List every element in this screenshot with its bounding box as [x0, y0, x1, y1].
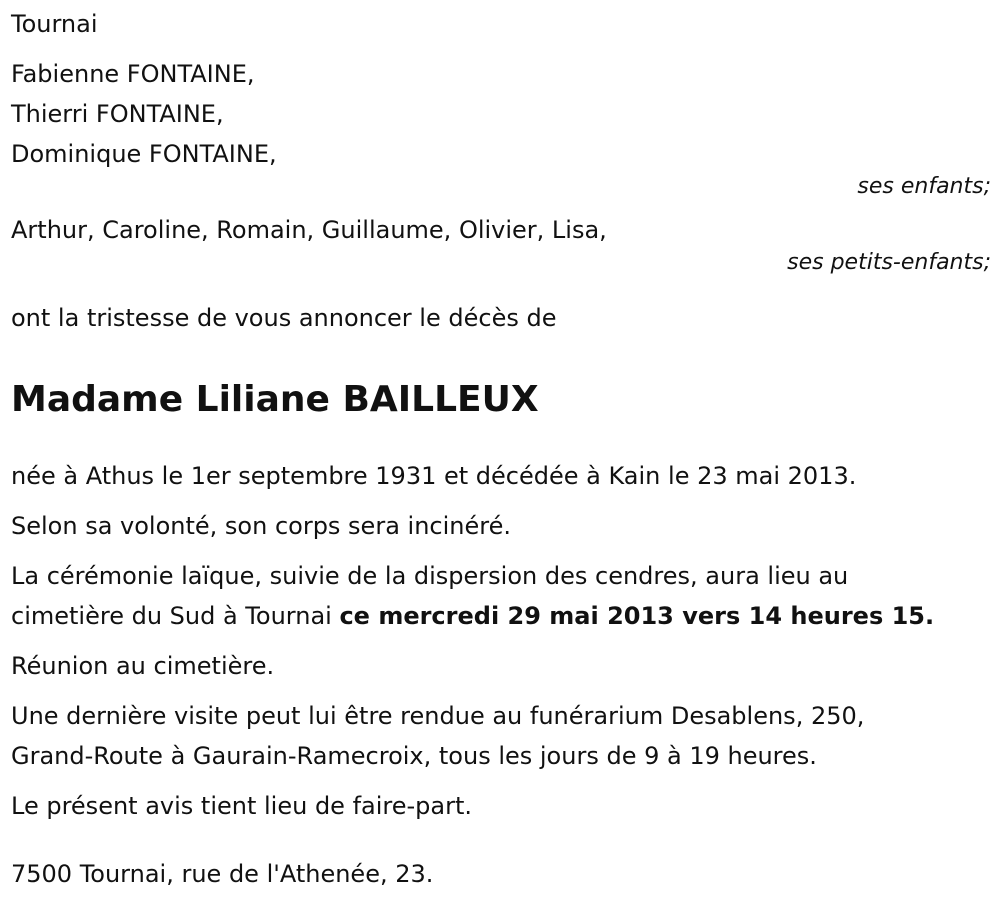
- deceased-name: Madame Liliane BAILLEUX: [11, 379, 539, 420]
- ceremony-line: La cérémonie laïque, suivie de la dispersion des cendres, aura lieu au: [11, 562, 849, 590]
- ceremony-datetime: ce mercredi 29 mai 2013 vers 14 heures 15.: [339, 602, 935, 630]
- grandchildren-role: ses petits-enfants;: [787, 250, 991, 275]
- notice-text: Le présent avis tient lieu de faire-part.: [11, 792, 473, 820]
- cremation-text: Selon sa volonté, son corps sera incinéré.: [11, 512, 511, 540]
- ceremony-line: [11, 596, 991, 636]
- grandchildren-names: Arthur, Caroline, Romain, Guillaume, Olivier, Lisa,: [11, 216, 607, 244]
- visit-paragraph: [11, 696, 991, 776]
- birth-death-text: née à Athus le 1er septembre 1931 et décédée à Kain le 23 mai 2013.: [11, 462, 857, 490]
- children-role: ses enfants;: [857, 174, 991, 199]
- child-name: Dominique FONTAINE,: [11, 140, 277, 168]
- child-name: Fabienne FONTAINE,: [11, 60, 255, 88]
- child-name: Thierri FONTAINE,: [11, 100, 224, 128]
- announcement-text: ont la tristesse de vous annoncer le décès de: [11, 304, 557, 332]
- visit-line: Grand-Route à Gaurain-Ramecroix, tous les jours de 9 à 19 heures.: [11, 742, 817, 770]
- visit-line: Une dernière visite peut lui être rendue au funérarium Desablens, 250,: [11, 702, 865, 730]
- ceremony-paragraph: [11, 556, 991, 636]
- obituary-notice: [11, 4, 991, 894]
- ceremony-place: cimetière du Sud à Tournai: [11, 602, 340, 630]
- children-list: [11, 54, 991, 174]
- city-heading: Tournai: [11, 10, 98, 38]
- meeting-text: Réunion au cimetière.: [11, 652, 275, 680]
- address-text: 7500 Tournai, rue de l'Athenée, 23.: [11, 860, 434, 888]
